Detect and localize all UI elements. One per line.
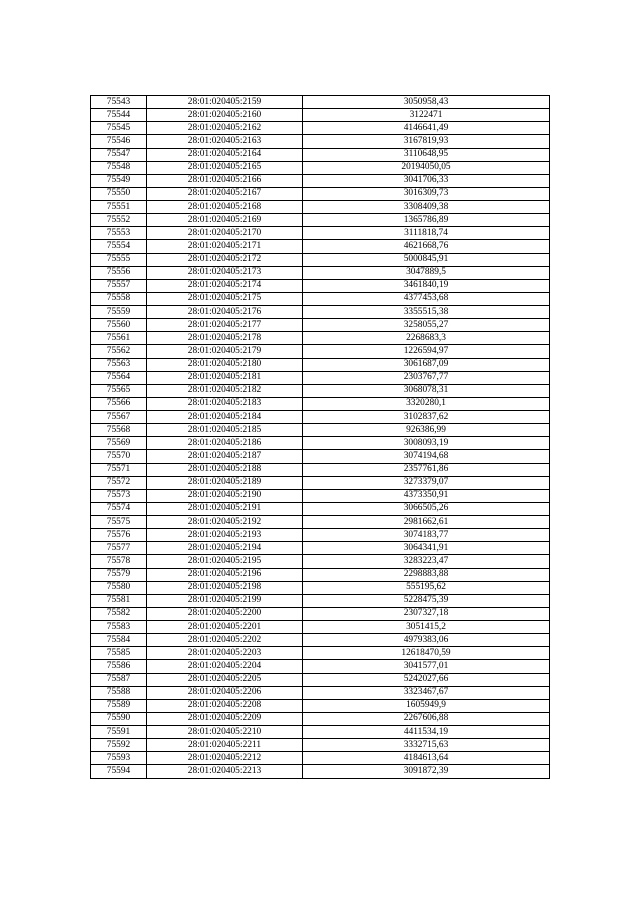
cadastral-value-cell: 3273379,07 xyxy=(303,476,550,489)
cadastral-number-cell: 28:01:020405:2179 xyxy=(147,345,303,358)
row-number-cell: 75558 xyxy=(91,292,147,305)
cadastral-value-cell: 3066505,26 xyxy=(303,502,550,515)
row-number-cell: 75571 xyxy=(91,463,147,476)
cadastral-number-cell: 28:01:020405:2166 xyxy=(147,174,303,187)
cadastral-number-cell: 28:01:020405:2171 xyxy=(147,240,303,253)
row-number-cell: 75550 xyxy=(91,187,147,200)
row-number-cell: 75546 xyxy=(91,135,147,148)
cadastral-value-cell: 4621668,76 xyxy=(303,240,550,253)
table-row xyxy=(91,437,550,450)
table-row xyxy=(91,699,550,712)
table-row xyxy=(91,109,550,122)
cadastral-value-cell: 4377453,68 xyxy=(303,292,550,305)
row-number-cell: 75581 xyxy=(91,594,147,607)
cadastral-value-cell: 2298883,88 xyxy=(303,568,550,581)
cadastral-number-cell: 28:01:020405:2205 xyxy=(147,673,303,686)
row-number-cell: 75580 xyxy=(91,581,147,594)
table-row xyxy=(91,542,550,555)
cadastral-value-cell: 3102837,62 xyxy=(303,411,550,424)
cadastral-value-cell: 5242027,66 xyxy=(303,673,550,686)
row-number-cell: 75588 xyxy=(91,686,147,699)
cadastral-value-cell: 3041706,33 xyxy=(303,174,550,187)
row-number-cell: 75549 xyxy=(91,174,147,187)
cadastral-value-cell: 3041577,01 xyxy=(303,660,550,673)
cadastral-value-cell: 2268683,3 xyxy=(303,332,550,345)
cadastral-number-cell: 28:01:020405:2160 xyxy=(147,109,303,122)
cadastral-number-cell: 28:01:020405:2187 xyxy=(147,450,303,463)
row-number-cell: 75556 xyxy=(91,266,147,279)
cadastral-value-cell: 4146641,49 xyxy=(303,122,550,135)
row-number-cell: 75584 xyxy=(91,634,147,647)
cadastral-value-cell: 3323467,67 xyxy=(303,686,550,699)
cadastral-number-cell: 28:01:020405:2169 xyxy=(147,214,303,227)
table-row xyxy=(91,148,550,161)
cadastral-value-cell: 3167819,93 xyxy=(303,135,550,148)
cadastral-number-cell: 28:01:020405:2181 xyxy=(147,371,303,384)
table-row xyxy=(91,424,550,437)
cadastral-number-cell: 28:01:020405:2163 xyxy=(147,135,303,148)
row-number-cell: 75570 xyxy=(91,450,147,463)
cadastral-value-cell: 3283223,47 xyxy=(303,555,550,568)
cadastral-number-cell: 28:01:020405:2189 xyxy=(147,476,303,489)
cadastral-number-cell: 28:01:020405:2188 xyxy=(147,463,303,476)
cadastral-value-cell: 3074183,77 xyxy=(303,529,550,542)
cadastral-value-cell: 4373350,91 xyxy=(303,489,550,502)
table-row xyxy=(91,240,550,253)
table-row xyxy=(91,476,550,489)
table-row xyxy=(91,450,550,463)
cadastral-value-cell: 20194050,05 xyxy=(303,161,550,174)
table-row xyxy=(91,594,550,607)
cadastral-value-cell: 3091872,39 xyxy=(303,765,550,778)
cadastral-value-cell: 2981662,61 xyxy=(303,516,550,529)
cadastral-number-cell: 28:01:020405:2170 xyxy=(147,227,303,240)
row-number-cell: 75553 xyxy=(91,227,147,240)
row-number-cell: 75560 xyxy=(91,319,147,332)
row-number-cell: 75590 xyxy=(91,712,147,725)
row-number-cell: 75543 xyxy=(91,96,147,109)
row-number-cell: 75573 xyxy=(91,489,147,502)
cadastral-value-cell: 12618470,59 xyxy=(303,647,550,660)
table-row xyxy=(91,345,550,358)
table-row xyxy=(91,739,550,752)
cadastral-value-cell: 3047889,5 xyxy=(303,266,550,279)
row-number-cell: 75589 xyxy=(91,699,147,712)
row-number-cell: 75551 xyxy=(91,201,147,214)
cadastral-value-cell: 3320280,1 xyxy=(303,397,550,410)
table-row xyxy=(91,306,550,319)
row-number-cell: 75592 xyxy=(91,739,147,752)
row-number-cell: 75587 xyxy=(91,673,147,686)
cadastral-number-cell: 28:01:020405:2167 xyxy=(147,187,303,200)
table-row xyxy=(91,332,550,345)
table-row xyxy=(91,568,550,581)
row-number-cell: 75578 xyxy=(91,555,147,568)
cadastral-number-cell: 28:01:020405:2184 xyxy=(147,411,303,424)
cadastral-value-cell: 1226594,97 xyxy=(303,345,550,358)
cadastral-number-cell: 28:01:020405:2168 xyxy=(147,201,303,214)
table-row xyxy=(91,122,550,135)
row-number-cell: 75559 xyxy=(91,306,147,319)
row-number-cell: 75586 xyxy=(91,660,147,673)
table-row xyxy=(91,266,550,279)
row-number-cell: 75544 xyxy=(91,109,147,122)
cadastral-value-cell: 3332715,63 xyxy=(303,739,550,752)
cadastral-value-cell: 2307327,18 xyxy=(303,607,550,620)
cadastral-number-cell: 28:01:020405:2182 xyxy=(147,384,303,397)
cadastral-number-cell: 28:01:020405:2193 xyxy=(147,529,303,542)
cadastral-number-cell: 28:01:020405:2183 xyxy=(147,397,303,410)
cadastral-number-cell: 28:01:020405:2213 xyxy=(147,765,303,778)
row-number-cell: 75554 xyxy=(91,240,147,253)
cadastral-value-cell: 3110648,95 xyxy=(303,148,550,161)
table-body xyxy=(91,96,550,779)
row-number-cell: 75583 xyxy=(91,621,147,634)
row-number-cell: 75577 xyxy=(91,542,147,555)
table-row xyxy=(91,319,550,332)
row-number-cell: 75579 xyxy=(91,568,147,581)
cadastral-number-cell: 28:01:020405:2203 xyxy=(147,647,303,660)
table-row xyxy=(91,135,550,148)
cadastral-number-cell: 28:01:020405:2175 xyxy=(147,292,303,305)
table-row xyxy=(91,279,550,292)
row-number-cell: 75582 xyxy=(91,607,147,620)
cadastral-value-cell: 3050958,43 xyxy=(303,96,550,109)
row-number-cell: 75569 xyxy=(91,437,147,450)
cadastral-value-cell: 3064341,91 xyxy=(303,542,550,555)
row-number-cell: 75562 xyxy=(91,345,147,358)
row-number-cell: 75565 xyxy=(91,384,147,397)
cadastral-value-cell: 4979383,06 xyxy=(303,634,550,647)
cadastral-number-cell: 28:01:020405:2212 xyxy=(147,752,303,765)
row-number-cell: 75563 xyxy=(91,358,147,371)
cadastral-value-table xyxy=(90,95,550,779)
table-row xyxy=(91,96,550,109)
table-row xyxy=(91,411,550,424)
cadastral-value-cell: 3258055,27 xyxy=(303,319,550,332)
table-row xyxy=(91,371,550,384)
cadastral-value-cell: 2303767,77 xyxy=(303,371,550,384)
cadastral-number-cell: 28:01:020405:2174 xyxy=(147,279,303,292)
cadastral-value-cell: 5000845,91 xyxy=(303,253,550,266)
row-number-cell: 75557 xyxy=(91,279,147,292)
table-row xyxy=(91,634,550,647)
cadastral-number-cell: 28:01:020405:2210 xyxy=(147,726,303,739)
cadastral-number-cell: 28:01:020405:2177 xyxy=(147,319,303,332)
cadastral-number-cell: 28:01:020405:2162 xyxy=(147,122,303,135)
cadastral-value-cell: 4184613,64 xyxy=(303,752,550,765)
table-row xyxy=(91,516,550,529)
cadastral-number-cell: 28:01:020405:2164 xyxy=(147,148,303,161)
cadastral-value-cell: 3461840,19 xyxy=(303,279,550,292)
cadastral-number-cell: 28:01:020405:2202 xyxy=(147,634,303,647)
row-number-cell: 75564 xyxy=(91,371,147,384)
row-number-cell: 75568 xyxy=(91,424,147,437)
table-row xyxy=(91,686,550,699)
table-row xyxy=(91,489,550,502)
cadastral-value-cell: 3061687,09 xyxy=(303,358,550,371)
cadastral-number-cell: 28:01:020405:2200 xyxy=(147,607,303,620)
table-row xyxy=(91,253,550,266)
table-row xyxy=(91,384,550,397)
table-row xyxy=(91,174,550,187)
cadastral-number-cell: 28:01:020405:2204 xyxy=(147,660,303,673)
cadastral-number-cell: 28:01:020405:2206 xyxy=(147,686,303,699)
cadastral-value-cell: 4411534,19 xyxy=(303,726,550,739)
table-row xyxy=(91,463,550,476)
row-number-cell: 75574 xyxy=(91,502,147,515)
cadastral-number-cell: 28:01:020405:2211 xyxy=(147,739,303,752)
cadastral-number-cell: 28:01:020405:2191 xyxy=(147,502,303,515)
cadastral-number-cell: 28:01:020405:2199 xyxy=(147,594,303,607)
cadastral-value-cell: 1365786,89 xyxy=(303,214,550,227)
row-number-cell: 75591 xyxy=(91,726,147,739)
table-row xyxy=(91,555,550,568)
cadastral-number-cell: 28:01:020405:2159 xyxy=(147,96,303,109)
cadastral-value-cell: 3068078,31 xyxy=(303,384,550,397)
table-row xyxy=(91,161,550,174)
cadastral-number-cell: 28:01:020405:2195 xyxy=(147,555,303,568)
table-row xyxy=(91,647,550,660)
row-number-cell: 75548 xyxy=(91,161,147,174)
cadastral-number-cell: 28:01:020405:2192 xyxy=(147,516,303,529)
cadastral-number-cell: 28:01:020405:2172 xyxy=(147,253,303,266)
row-number-cell: 75594 xyxy=(91,765,147,778)
cadastral-value-cell: 3111818,74 xyxy=(303,227,550,240)
row-number-cell: 75572 xyxy=(91,476,147,489)
row-number-cell: 75585 xyxy=(91,647,147,660)
table-row xyxy=(91,607,550,620)
table-row xyxy=(91,358,550,371)
cadastral-number-cell: 28:01:020405:2201 xyxy=(147,621,303,634)
table-row xyxy=(91,292,550,305)
cadastral-value-cell: 926386,99 xyxy=(303,424,550,437)
table-row xyxy=(91,227,550,240)
row-number-cell: 75576 xyxy=(91,529,147,542)
table-row xyxy=(91,502,550,515)
table-row xyxy=(91,673,550,686)
cadastral-value-cell: 3008093,19 xyxy=(303,437,550,450)
table-row xyxy=(91,712,550,725)
table-row xyxy=(91,765,550,778)
table-row xyxy=(91,660,550,673)
cadastral-number-cell: 28:01:020405:2209 xyxy=(147,712,303,725)
cadastral-value-cell: 3051415,2 xyxy=(303,621,550,634)
table-row xyxy=(91,581,550,594)
cadastral-value-cell: 555195,62 xyxy=(303,581,550,594)
table-row xyxy=(91,621,550,634)
cadastral-value-cell: 3074194,68 xyxy=(303,450,550,463)
cadastral-number-cell: 28:01:020405:2190 xyxy=(147,489,303,502)
cadastral-value-cell: 3122471 xyxy=(303,109,550,122)
table-row xyxy=(91,726,550,739)
row-number-cell: 75575 xyxy=(91,516,147,529)
cadastral-number-cell: 28:01:020405:2186 xyxy=(147,437,303,450)
cadastral-number-cell: 28:01:020405:2180 xyxy=(147,358,303,371)
cadastral-number-cell: 28:01:020405:2196 xyxy=(147,568,303,581)
cadastral-number-cell: 28:01:020405:2185 xyxy=(147,424,303,437)
table-row xyxy=(91,201,550,214)
cadastral-number-cell: 28:01:020405:2208 xyxy=(147,699,303,712)
table-row xyxy=(91,529,550,542)
cadastral-value-cell: 3308409,38 xyxy=(303,201,550,214)
cadastral-value-cell: 2357761,86 xyxy=(303,463,550,476)
row-number-cell: 75561 xyxy=(91,332,147,345)
row-number-cell: 75566 xyxy=(91,397,147,410)
row-number-cell: 75552 xyxy=(91,214,147,227)
cadastral-value-cell: 2267606,88 xyxy=(303,712,550,725)
table-row xyxy=(91,187,550,200)
row-number-cell: 75555 xyxy=(91,253,147,266)
row-number-cell: 75593 xyxy=(91,752,147,765)
table-row xyxy=(91,214,550,227)
cadastral-value-cell: 1605949,9 xyxy=(303,699,550,712)
row-number-cell: 75547 xyxy=(91,148,147,161)
cadastral-value-cell: 3016309,73 xyxy=(303,187,550,200)
cadastral-number-cell: 28:01:020405:2176 xyxy=(147,306,303,319)
cadastral-number-cell: 28:01:020405:2173 xyxy=(147,266,303,279)
row-number-cell: 75567 xyxy=(91,411,147,424)
cadastral-number-cell: 28:01:020405:2194 xyxy=(147,542,303,555)
cadastral-value-cell: 3355515,38 xyxy=(303,306,550,319)
table-row xyxy=(91,752,550,765)
cadastral-value-cell: 5228475,39 xyxy=(303,594,550,607)
cadastral-number-cell: 28:01:020405:2165 xyxy=(147,161,303,174)
table-row xyxy=(91,397,550,410)
cadastral-number-cell: 28:01:020405:2198 xyxy=(147,581,303,594)
row-number-cell: 75545 xyxy=(91,122,147,135)
cadastral-number-cell: 28:01:020405:2178 xyxy=(147,332,303,345)
